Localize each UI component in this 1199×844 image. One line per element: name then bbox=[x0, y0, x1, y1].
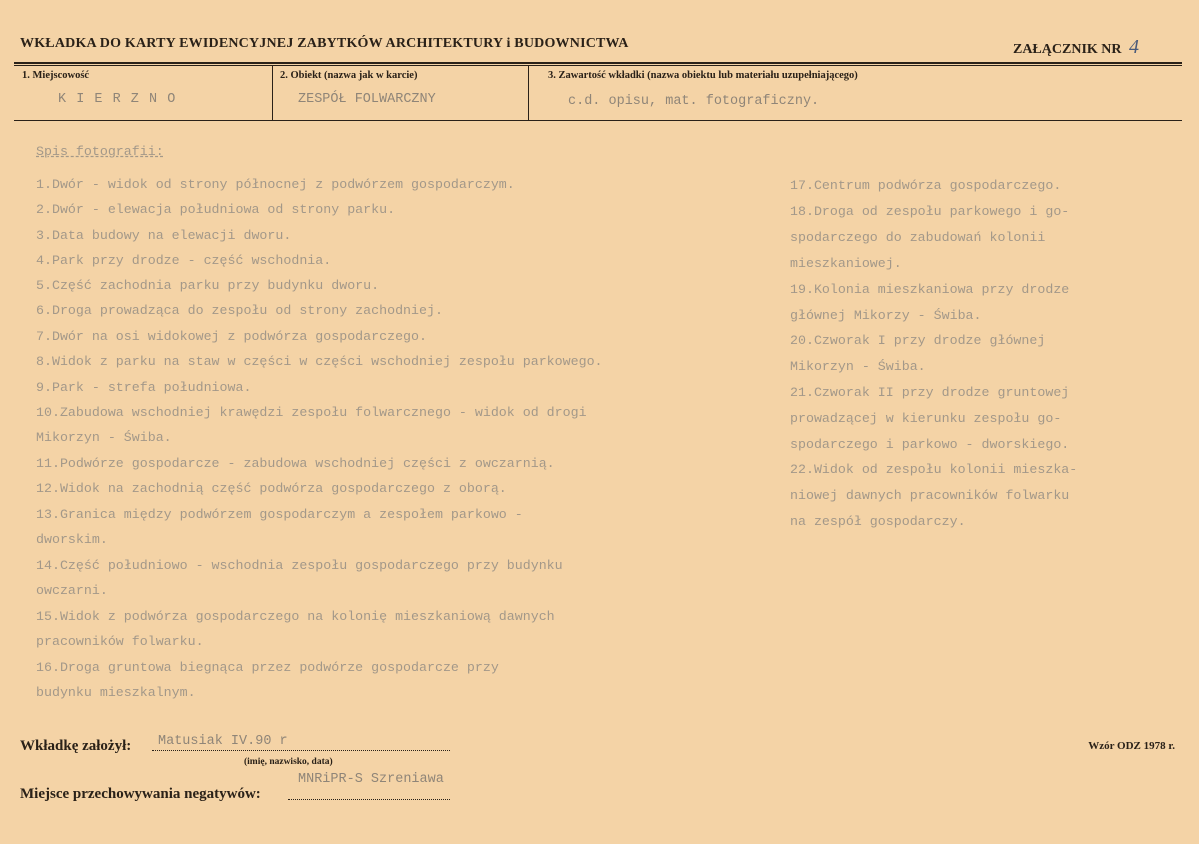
founder-sublabel: (imię, nazwisko, data) bbox=[244, 757, 333, 767]
photo-list-item: mieszkaniowej. bbox=[790, 256, 902, 271]
storage-value: MNRiPR-S Szreniawa bbox=[298, 772, 444, 787]
photo-list-item: Mikorzyn - Świba. bbox=[36, 430, 172, 445]
photo-list-item: dworskim. bbox=[36, 532, 108, 547]
photo-list-item: 8.Widok z parku na staw w części w części wschodniej zespołu parkowego. bbox=[36, 354, 603, 369]
field-3-label: 3. Zawartość wkładki (nazwa obiektu lub materiału uzupełniającego) bbox=[548, 70, 858, 81]
photo-list-item: 4.Park przy drodze - część wschodnia. bbox=[36, 253, 332, 268]
field-2-label: 2. Obiekt (nazwa jak w karcie) bbox=[280, 70, 418, 81]
field-divider-2 bbox=[528, 66, 529, 120]
photo-list-item: 3.Data budowy na elewacji dworu. bbox=[36, 228, 292, 243]
photo-list-item: 20.Czworak I przy drodze głównej bbox=[790, 333, 1046, 348]
photo-list-item: 1.Dwór - widok od strony północnej z podwórzem gospodarczym. bbox=[36, 177, 515, 192]
photo-list-item: głównej Mikorzy - Świba. bbox=[790, 308, 982, 323]
photo-list-item: 17.Centrum podwórza gospodarczego. bbox=[790, 178, 1062, 193]
photo-list-item: owczarni. bbox=[36, 583, 108, 598]
founder-value: Matusiak IV.90 r bbox=[158, 734, 288, 749]
annex-label bbox=[1013, 36, 1139, 59]
photo-list-item: 12.Widok na zachodnią część podwórza gospodarczego z oborą. bbox=[36, 481, 507, 496]
top-rule-thin bbox=[14, 65, 1182, 66]
photo-list-item: 5.Część zachodnia parku przy budynku dworu. bbox=[36, 278, 380, 293]
form-title: WKŁADKA DO KARTY EWIDENCYJNEJ ZABYTKÓW ARCHITEKTURY i BUDOWNICTWA bbox=[20, 36, 629, 51]
photo-list-item: prowadzącej w kierunku zespołu go- bbox=[790, 411, 1062, 426]
annex-label-text: ZAŁĄCZNIK NR bbox=[1012, 42, 1122, 57]
top-rule bbox=[14, 62, 1182, 64]
photo-list-item: 14.Część południowo - wschodnia zespołu gospodarczego przy budynku bbox=[36, 558, 563, 573]
photo-list-item: 9.Park - strefa południowa. bbox=[36, 380, 252, 395]
photo-list-item: 15.Widok z podwórza gospodarczego na kolonię mieszkaniową dawnych bbox=[36, 609, 555, 624]
photo-list-item: na zespół gospodarczy. bbox=[790, 514, 966, 529]
photo-list-item: budynku mieszkalnym. bbox=[36, 685, 196, 700]
photo-list-item: niowej dawnych pracowników folwarku bbox=[790, 488, 1070, 503]
photo-list-item: Mikorzyn - Świba. bbox=[790, 359, 926, 374]
photo-list-item: 6.Droga prowadząca do zespołu od strony zachodniej. bbox=[36, 303, 443, 318]
photo-list-item: 19.Kolonia mieszkaniowa przy drodze bbox=[790, 282, 1070, 297]
photo-list-item: 7.Dwór na osi widokowej z podwórza gospodarczego. bbox=[36, 329, 427, 344]
photo-list-item: 11.Podwórze gospodarcze - zabudowa wschodniej części z owczarnią. bbox=[36, 456, 555, 471]
fields-bottom-rule bbox=[14, 120, 1182, 121]
photo-list-item: spodarczego i parkowo - dworskiego. bbox=[790, 437, 1070, 452]
photo-list-item: pracowników folwarku. bbox=[36, 634, 204, 649]
photo-list-item: 13.Granica między podwórzem gospodarczym a zespołem parkowo - bbox=[36, 507, 523, 522]
storage-line bbox=[288, 799, 450, 800]
founder-label: Wkładkę założył: bbox=[20, 738, 132, 754]
field-1-label: 1. Miejscowość bbox=[22, 70, 90, 81]
photo-list-item: 2.Dwór - elewacja południowa od strony parku. bbox=[36, 202, 396, 217]
photo-list-item: 18.Droga od zespołu parkowego i go- bbox=[790, 204, 1070, 219]
photo-list-item: 10.Zabudowa wschodniej krawędzi zespołu folwarcznego - widok od drogi bbox=[36, 405, 587, 420]
annex-number: 4 bbox=[1129, 36, 1139, 58]
field-1-value: K I E R Z N O bbox=[58, 92, 177, 107]
field-3-value: c.d. opisu, mat. fotograficzny. bbox=[568, 94, 820, 109]
storage-label: Miejsce przechowywania negatywów: bbox=[20, 786, 261, 802]
photo-list-item: 22.Widok od zespołu kolonii mieszka- bbox=[790, 462, 1078, 477]
field-divider-1 bbox=[272, 66, 273, 120]
photo-list-item: 21.Czworak II przy drodze gruntowej bbox=[790, 385, 1070, 400]
photo-list-item: 16.Droga gruntowa biegnąca przez podwórze gospodarcze przy bbox=[36, 660, 499, 675]
field-2-value: ZESPÓŁ FOLWARCZNY bbox=[298, 92, 436, 107]
founder-line bbox=[152, 750, 450, 751]
photo-list-title: Spis fotografii: bbox=[36, 144, 164, 159]
form-code: Wzór ODZ 1978 r. bbox=[1088, 740, 1175, 752]
photo-list-item: spodarczego do zabudowań kolonii bbox=[790, 230, 1046, 245]
